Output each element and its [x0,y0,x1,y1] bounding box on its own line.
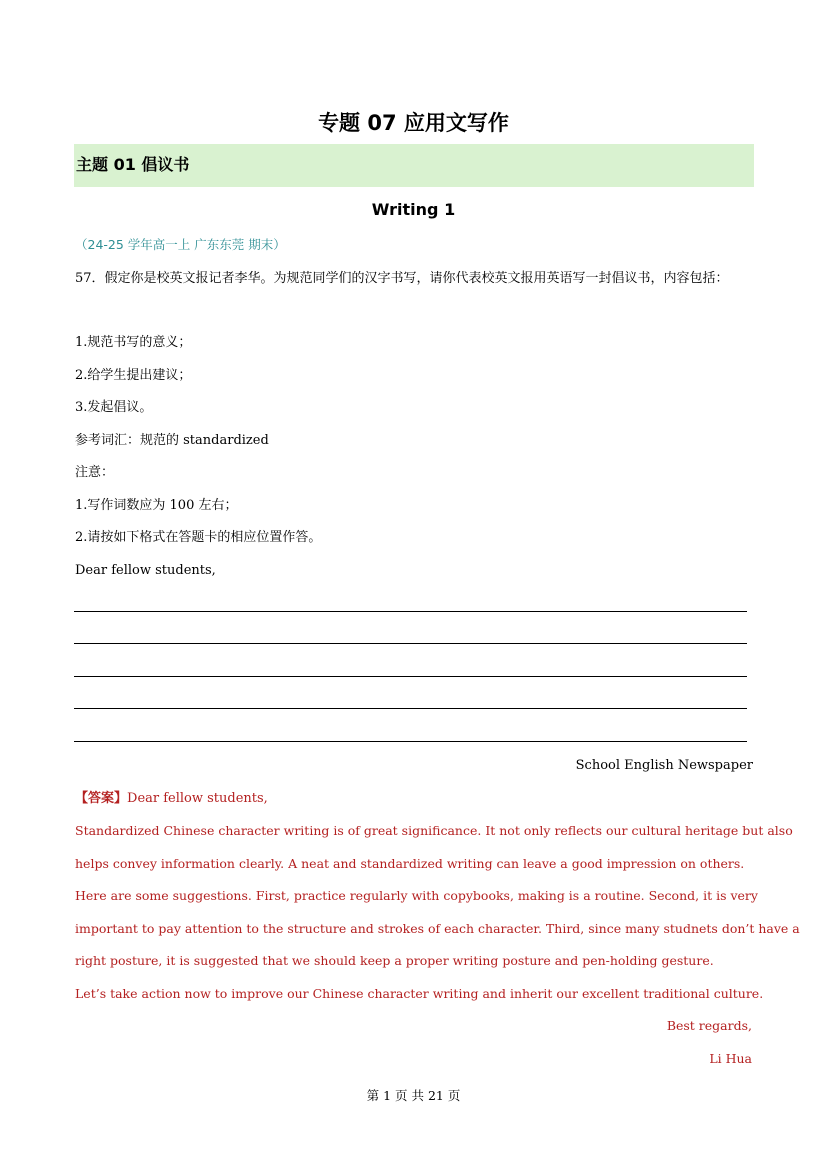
answer-text-line: helps convey information clearly. A neat and standardized writing can leave a good impression on others. [75,856,745,871]
answer-mark: 【答案】 [75,791,128,806]
note-item: 2.请按如下格式在答题卡的相应位置作答。 [75,530,322,545]
topic-banner [74,144,754,187]
answer-name: Li Hua [709,1051,752,1066]
answer-header [75,789,755,809]
question-source: （24-25 学年高一上 广东东莞 期末） [75,237,286,252]
answer-text-line: Here are some suggestions. First, practice regularly with copybooks, making is a routine. Second, it is very [75,888,758,903]
content-point: 2.给学生提出建议； [75,368,192,383]
letter-signature: School English Newspaper [575,758,753,773]
notes-label: 注意： [75,465,115,480]
answer-line [74,708,747,709]
topic-title: 主题 01 倡议书 [76,155,190,174]
answer-text-line: Let’s take action now to improve our Chinese character writing and inherit our excellent traditional culture. [75,986,764,1001]
answer-line [74,611,747,612]
answer-text-line: important to pay attention to the structure and strokes of each character. Third, since many studnets don’t have a [75,921,800,936]
content-point: 3.发起倡议。 [75,400,153,415]
answer-text-line: Standardized Chinese character writing is of great significance. It not only reflects our cultural heritage but also [75,823,793,838]
content-point: 1.规范书写的意义； [75,335,192,350]
answer-closing: Best regards, [666,1018,752,1033]
question-prompt: 57．假定你是校英文报记者李华。为规范同学们的汉字书写，请你代表校英文报用英语写一封倡议书，内容包括： [75,271,729,286]
answer-line [74,741,747,742]
letter-greeting: Dear fellow students, [75,563,216,578]
note-item: 1.写作词数应为 100 左右； [75,498,238,513]
answer-line [74,643,747,644]
answer-greeting: Dear fellow students, [127,791,268,806]
vocabulary-hint: 参考词汇：规范的 standardized [75,433,269,448]
answer-line [74,676,747,677]
document-title: 专题 07 应用文写作 [318,111,509,135]
page-number: 第 1 页 共 21 页 [366,1088,461,1103]
answer-text-line: right posture, it is suggested that we should keep a proper writing posture and pen-holding gesture. [75,953,714,968]
writing-title: Writing 1 [371,200,456,219]
